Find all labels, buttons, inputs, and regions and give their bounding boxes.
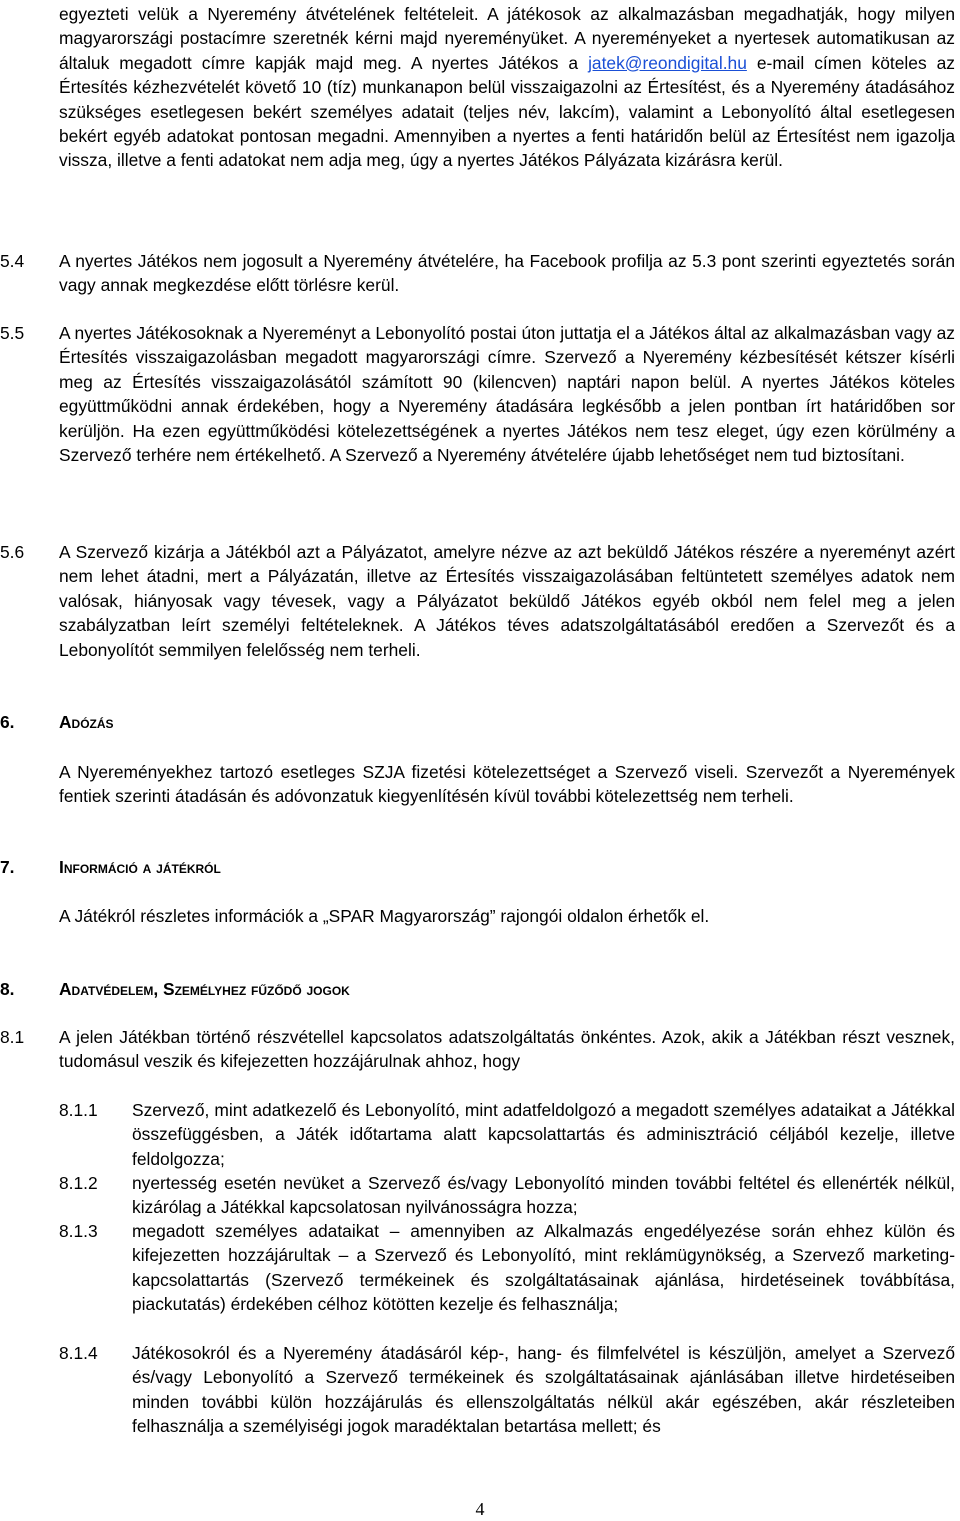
section-5-5-text: A nyertes Játékosoknak a Nyereményt a Lebonyolító postai úton juttatja el a Játékos által az alkalmazásban vagy az Értesítés visszaigazolásban megadott magyarországi címre. Szervező a Nyeremény kézbesítését kétszer kísérli meg az Értesítés visszaigazolásától számított 90 (kilencven) naptári napon belül. A nyertes Játékos köteles együttműködni annak érdekében, hogy a Nyeremény átadására legkésőbb a jelen pontban írt határidőben sor kerüljön. Ha ezen együttműködési kötelezettségének a nyertes Játékos nem tesz eleget, úgy ezen körülmény a Szervező terhére nem értékelhető. A Szervező a Nyeremény átvételére újabb lehetőséget nem tud biztosítani. [59,323,955,466]
section-7-number: 7. [0,857,15,877]
section-8-number: 8. [0,979,15,999]
section-number-8-1: 8.1 [0,1027,25,1047]
section-6-title: Adózás [59,712,114,732]
continuation-text-end: e-mail címen köteles az Értesítés kézhezvételét követő 10 (tíz) munkanapon belül visszaigazolni az Értesítést, és a Nyeremény átadásához szükséges esetlegesen bekért személyes adatait (teljes név, lakcím), valamint a Lebonyolító által esetlegesen bekért egyéb adatokat pontosan megadni. Amennyiben a nyertes a fenti határidőn belül az Értesítést nem igazolja vissza, illetve a fenti adatokat nem adja meg, úgy a nyertes Játékos Pályázata kizárásra kerül. [59,52,955,171]
section-6-text: A Nyereményekhez tartozó esetleges SZJA fizetési kötelezettséget a Szervező viseli. Szervezőt a Nyeremények fentiek szerinti átadásán és adóvonzatuk kiegyenlítésén kívül további kötelezettség nem terheli. [59,762,955,807]
item-number-8-1-2: 8.1.2 [59,1173,98,1193]
section-8-1-text: A jelen Játékban történő részvétellel kapcsolatos adatszolgáltatás önkéntes. Azok, akik a Játékban részt vesznek, tudomásul veszik és kifejezetten hozzájárulnak ahhoz, hogy [59,1027,955,1072]
page-number: 4 [475,1499,485,1519]
section-5-6-text: A Szervező kizárja a Játékból azt a Pályázatot, amelyre nézve az azt beküldő Játékos részére a nyereményt azért nem lehet átadni, mert a Pályázatán, illetve az Értesítés visszaigazolásában feltüntetett személyes adatok nem valósak, hiányosak vagy tévesek, vagy a Pályázatot beküldő Játékos egyéb okból nem felel meg a jelen szabályzatban leírt személyi feltételeknek. A Játékos téves adatszolgáltatásából eredően a Szervezőt és a Lebonyolítót semmilyen felelősség nem terheli. [59,542,955,660]
item-8-1-1-text: Szervező, mint adatkezelő és Lebonyolító, mint adatfeldolgozó a megadott személyes adataikat a Játékkal összefüggésben, a Játék időtartama alatt kapcsolattartás és adminisztráció céljából kezelje, illetve feldolgozza; [132,1100,955,1169]
section-6-heading [0,710,114,734]
section-7-title: Információ a játékról [59,857,221,877]
section-7-text: A Játékról részletes információk a „SPAR Magyarország” rajongói oldalon érhetők el. [59,906,710,926]
item-8-1-4-text: Játékosokról és a Nyeremény átadásáról kép-, hang- és filmfelvétel is készüljön, amelyet a Szervező és/vagy Lebonyolító a Szervező termékeinek és szolgáltatásainak ajánlásában illetve hirdetéseiben minden további külön hozzájárulás és ellenszolgáltatás nélkül akár egészében, akár részleteiben felhasználja a személyiségi jogok maradéktalan betartása mellett; és [132,1343,955,1437]
email-link[interactable]: jatek@reondigital.hu [588,52,747,73]
section-5-4-text: A nyertes Játékos nem jogosult a Nyeremény átvételére, ha Facebook profilja az 5.3 pont szerinti egyeztetés során vagy annak megkezdése előtt törlésre kerül. [59,251,955,296]
item-8-1-2-text: nyertesség esetén nevüket a Szervező és/vagy Lebonyolító minden további feltétel és ellenérték nélkül, kizárólag a Játékkal kapcsolatosan nyilvánosságra hozza; [132,1173,955,1218]
section-6-number: 6. [0,712,15,732]
section-8-heading [0,977,350,1001]
item-number-8-1-4: 8.1.4 [59,1343,98,1363]
continuation-paragraph [59,2,955,173]
item-number-8-1-1: 8.1.1 [59,1100,98,1120]
section-number-5-5: 5.5 [0,323,25,343]
section-number-5-6: 5.6 [0,542,25,562]
item-8-1-3-text: megadott személyes adataikat – amennyiben az Alkalmazás engedélyezése során ehhez külön és kifejezetten hozzájárultak – a Szervező és Lebonyolító, mint reklámügynökség, a Szervező marketing-kapcsolattartás (Szervező termékeinek és szolgáltatásainak ajánlása, hirdetéseinek továbbítása, piackutatás) érdekében célhoz kötötten kezelje és felhasználja; [132,1221,955,1315]
section-8-title: Adatvédelem, Személyhez fűződő jogok [59,979,350,999]
item-number-8-1-3: 8.1.3 [59,1221,98,1241]
continuation-text-start: egyezteti velük a Nyeremény átvételének feltételeit. A játékosok az alkalmazásban megadhatják, hogy milyen magyarországi postacímre szeretnék kérni majd nyereményüket. A nyereményeket a nyertesek automatikusan az általuk megadott címre kapják majd meg. A nyertes Játékos a [59,4,955,73]
section-number-5-4: 5.4 [0,251,25,271]
section-7-heading [0,855,221,879]
